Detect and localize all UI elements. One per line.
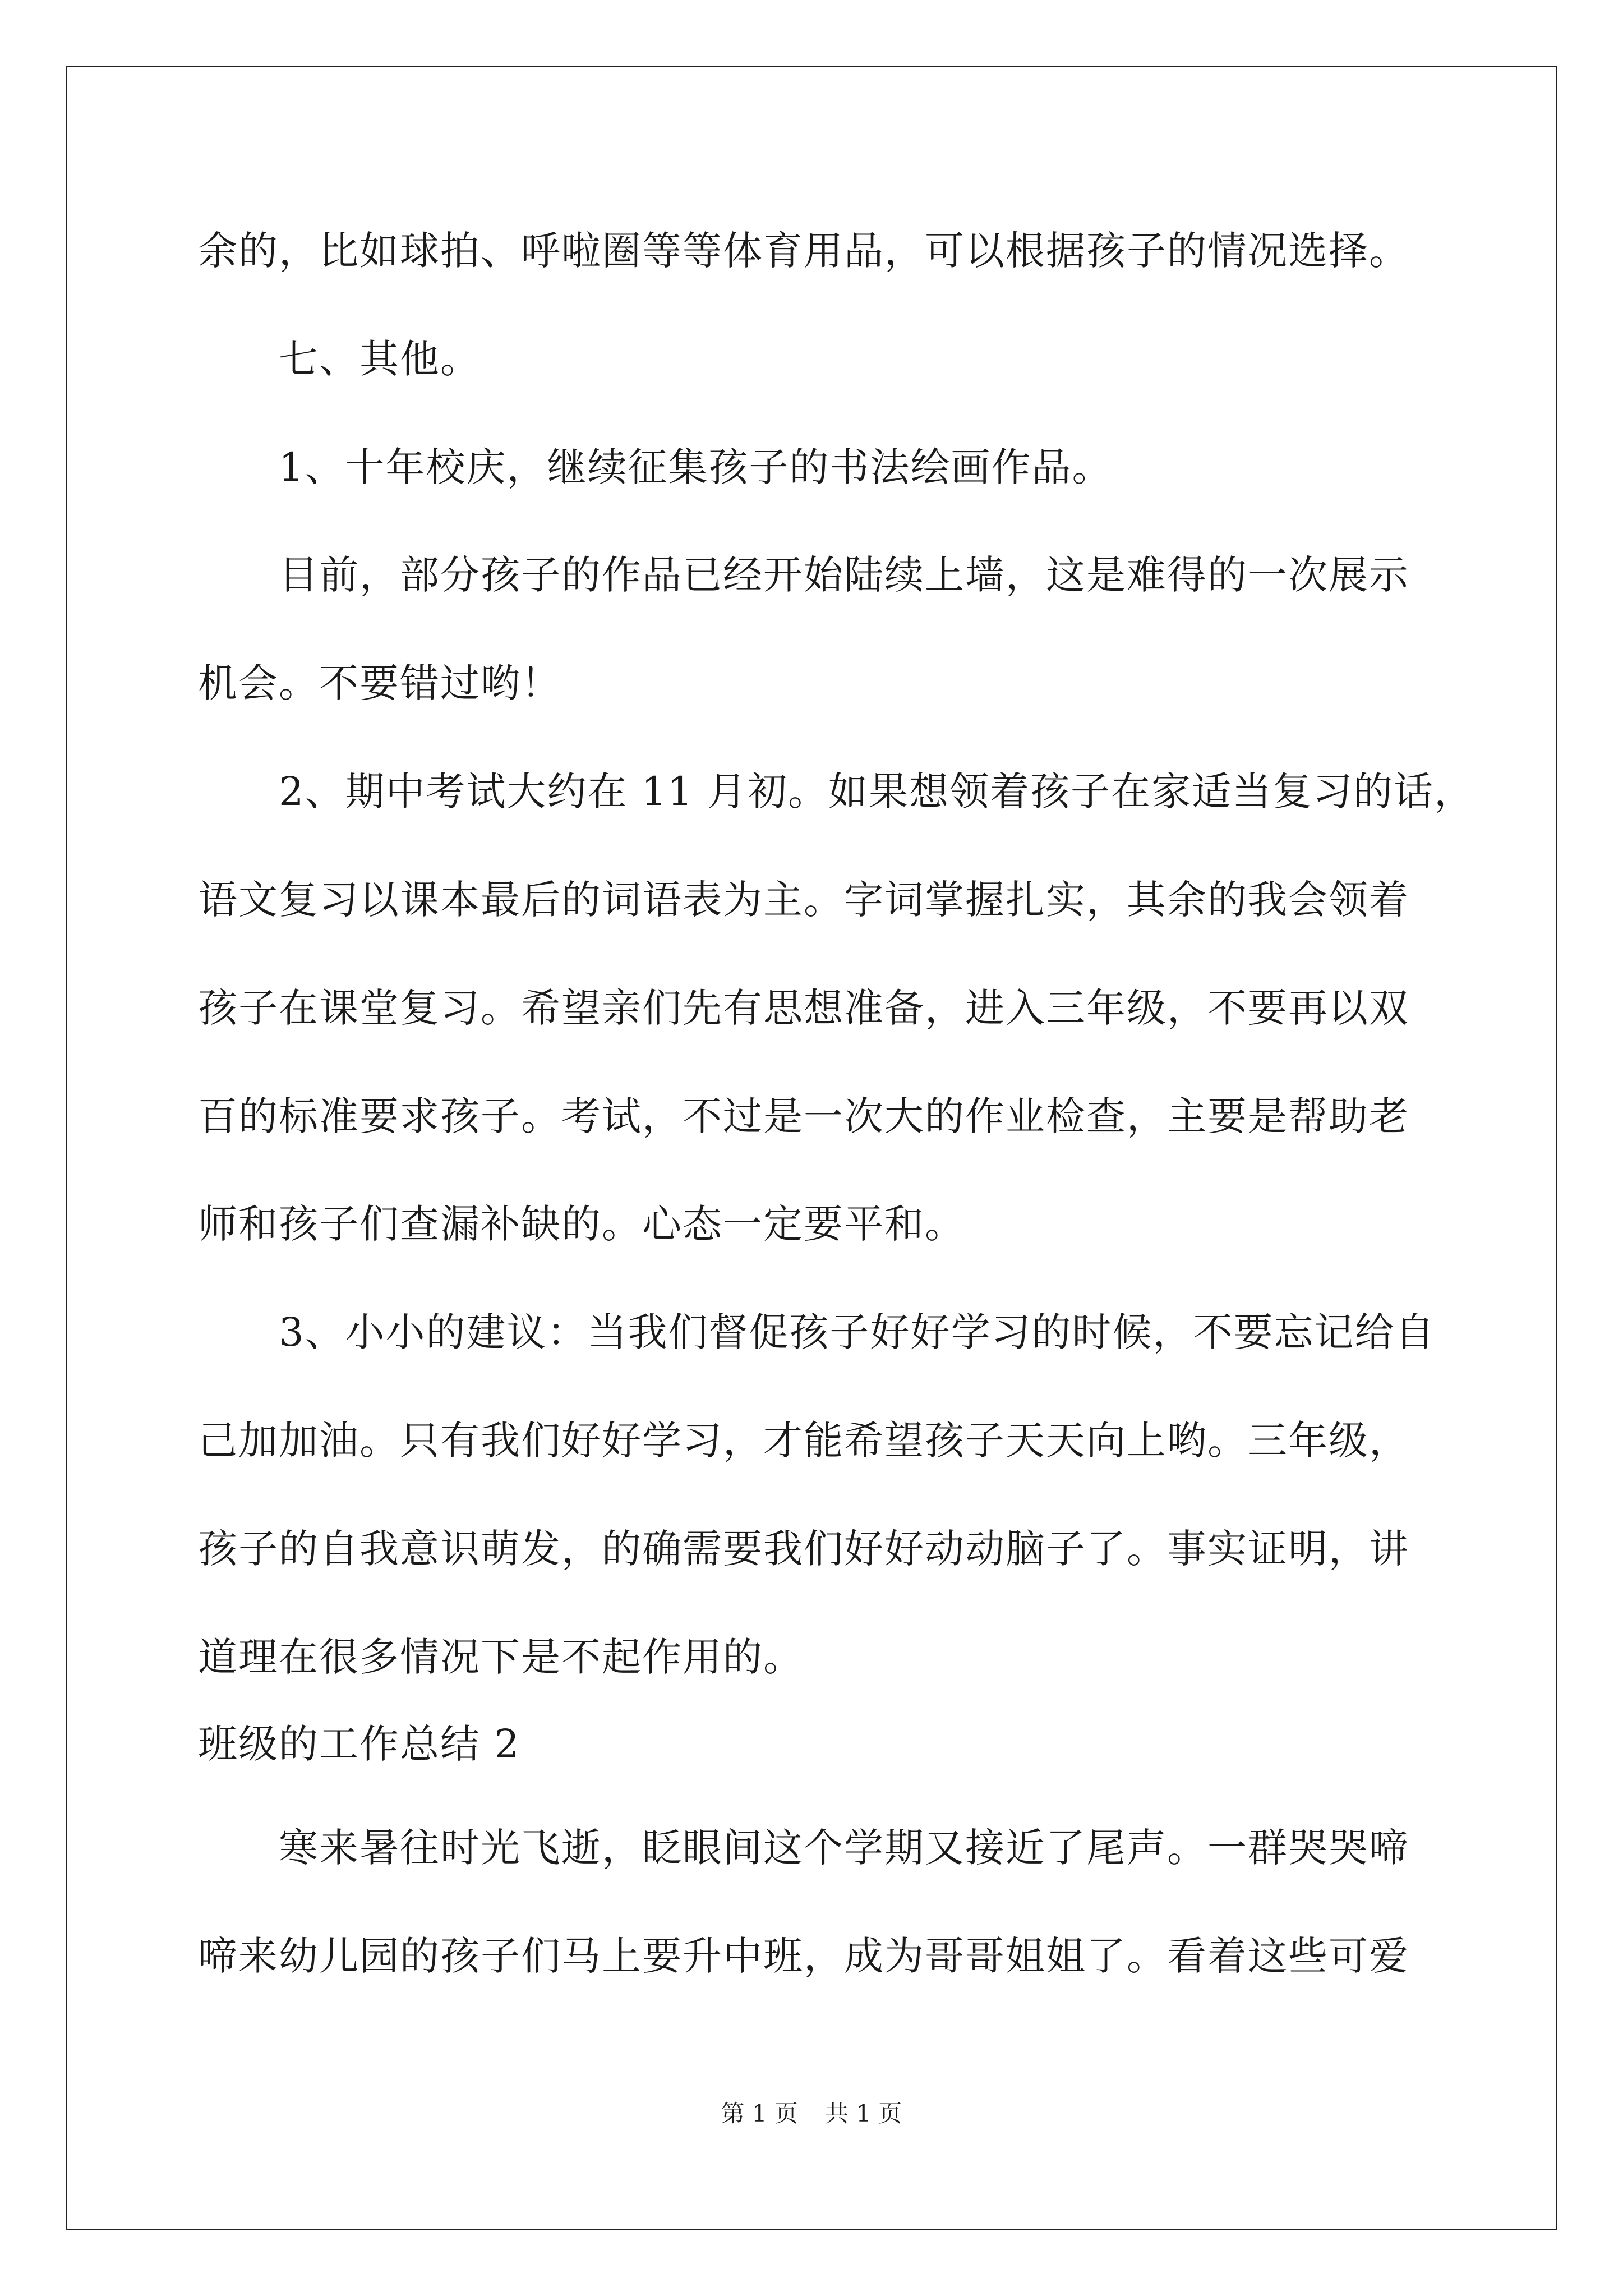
- text-line: 己加加油。只有我们好好学习，才能希望孩子天天向上哟。三年级，: [198, 1418, 1409, 1464]
- list-item: 1、十年校庆，继续征集孩子的书法绘画作品。: [279, 444, 1113, 490]
- text-line: 百的标准要求孩子。考试，不过是一次大的作业检查，主要是帮助老: [198, 1093, 1409, 1139]
- text-line: 道理在很多情况下是不起作用的。: [198, 1634, 804, 1680]
- text-line: 机会。不要错过哟！: [198, 660, 561, 706]
- page-number: 第 1 页: [721, 2100, 798, 2127]
- section-title: 班级的工作总结 2: [198, 1721, 520, 1767]
- text-line: 孩子的自我意识萌发，的确需要我们好好动动脑子了。事实证明，讲: [198, 1526, 1409, 1572]
- section-heading: 七、其他。: [279, 336, 481, 382]
- page-total: 共 1 页: [825, 2100, 902, 2127]
- text-line: 寒来暑往时光飞逝，眨眼间这个学期又接近了尾声。一群哭哭啼: [279, 1825, 1409, 1871]
- text-line: 余的，比如球拍、呼啦圈等等体育用品，可以根据孩子的情况选择。: [198, 228, 1409, 274]
- page-footer: [0, 2097, 1623, 2131]
- list-item: 3、小小的建议：当我们督促孩子好好学习的时候，不要忘记给自: [279, 1309, 1436, 1355]
- list-item: 2、期中考试大约在 11 月初。如果想领着孩子在家适当复习的话，: [279, 769, 1475, 815]
- text-line: 目前，部分孩子的作品已经开始陆续上墙，这是难得的一次展示: [279, 552, 1409, 598]
- text-line: 孩子在课堂复习。希望亲们先有思想准备，进入三年级，不要再以双: [198, 985, 1409, 1031]
- text-line: 师和孩子们查漏补缺的。心态一定要平和。: [198, 1201, 965, 1247]
- text-line: 啼来幼儿园的孩子们马上要升中班，成为哥哥姐姐了。看着这些可爱: [198, 1933, 1409, 1979]
- page-border: [66, 66, 1557, 2230]
- text-line: 语文复习以课本最后的词语表为主。字词掌握扎实，其余的我会领着: [198, 877, 1409, 923]
